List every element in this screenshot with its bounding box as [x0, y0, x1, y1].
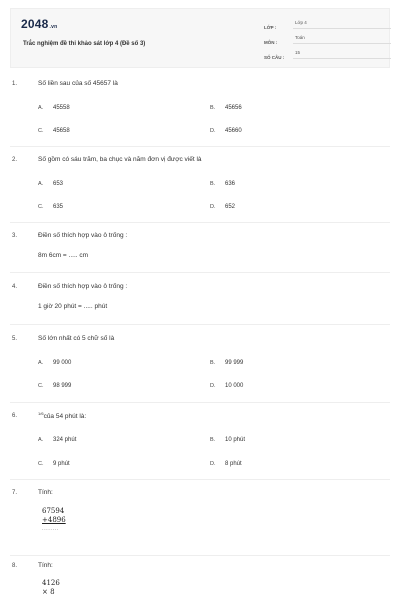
divider [10, 146, 390, 147]
question-number: 5. [12, 336, 18, 342]
calculation [42, 579, 60, 597]
option-a[interactable]: A. 99 000 [38, 360, 72, 366]
option-d[interactable]: D. 45660 [210, 128, 242, 134]
option-d[interactable]: D. 10 000 [210, 383, 244, 389]
question-text: Điền số thích hợp vào ô trống : [38, 283, 128, 290]
option-b[interactable]: B. 45656 [210, 105, 242, 111]
option-a[interactable]: A. 324 phút [38, 437, 77, 443]
question-number: 8. [12, 563, 18, 569]
operand: +4896 [42, 516, 66, 524]
option-c[interactable]: C. 45658 [38, 128, 70, 134]
option-a[interactable]: A. 45558 [38, 105, 70, 111]
question-text: Số liền sau của số 45657 là [38, 80, 118, 87]
exam-title: Trắc nghiệm đề thi khảo sát lớp 4 (Đề số 3) [23, 41, 146, 47]
subject-value: Toán [293, 35, 391, 44]
divider [10, 555, 390, 556]
divider [10, 222, 390, 223]
question-number: 4. [12, 284, 18, 290]
operand: 4126 [42, 579, 60, 587]
option-b[interactable]: B. 99 999 [210, 360, 244, 366]
logo-number: 2048 [21, 17, 49, 31]
calculation [42, 507, 66, 534]
subject-label: MÔN : [264, 40, 278, 45]
question-number: 1. [12, 81, 18, 87]
operand: 67594 [42, 507, 65, 515]
divider [10, 402, 390, 403]
question-number: 6. [12, 413, 18, 419]
class-label: LỚP : [264, 25, 277, 30]
divider [10, 272, 390, 273]
option-c[interactable]: C. 98 999 [38, 383, 72, 389]
exam-header [10, 8, 390, 68]
question-count-label: SỐ CÂU : [264, 55, 285, 60]
question-text: Tính: [38, 562, 53, 569]
option-b[interactable]: B. 10 phút [210, 437, 246, 443]
question-count-value: 15 [293, 50, 391, 59]
question-text: Điền số thích hợp vào ô trống : [38, 232, 128, 239]
option-a[interactable]: A. 653 [38, 181, 64, 187]
divider [10, 479, 390, 480]
question-number: 2. [12, 157, 18, 163]
site-logo[interactable] [21, 17, 57, 31]
fill-in-blank[interactable]: 1 giờ 20 phút = ..... phút [38, 303, 108, 310]
logo-suffix: .vn [49, 24, 58, 30]
divider [10, 324, 390, 325]
option-c[interactable]: C. 635 [38, 204, 64, 210]
option-b[interactable]: B. 636 [210, 181, 236, 187]
option-d[interactable]: D. 8 phút [210, 461, 242, 467]
class-value: Lớp 4 [293, 20, 391, 29]
fraction: 1/6 [38, 411, 44, 416]
question-text: Tính: [38, 489, 53, 496]
answer-blank[interactable]: ........ [42, 526, 59, 532]
question-number: 7. [12, 490, 18, 496]
question-number: 3. [12, 233, 18, 239]
question-text: $^{1/6}$của 54 phút là: [38, 411, 87, 421]
question-text: Số lớn nhất có 5 chữ số là [38, 335, 115, 342]
question-text: Số gồm có sáu trăm, ba chục và năm đơn vị được viết là [38, 156, 202, 163]
option-d[interactable]: D. 652 [210, 204, 236, 210]
fill-in-blank[interactable]: 8m 6cm = ..... cm [38, 252, 89, 259]
operand: × 8 [42, 588, 55, 596]
option-c[interactable]: C. 9 phút [38, 461, 70, 467]
